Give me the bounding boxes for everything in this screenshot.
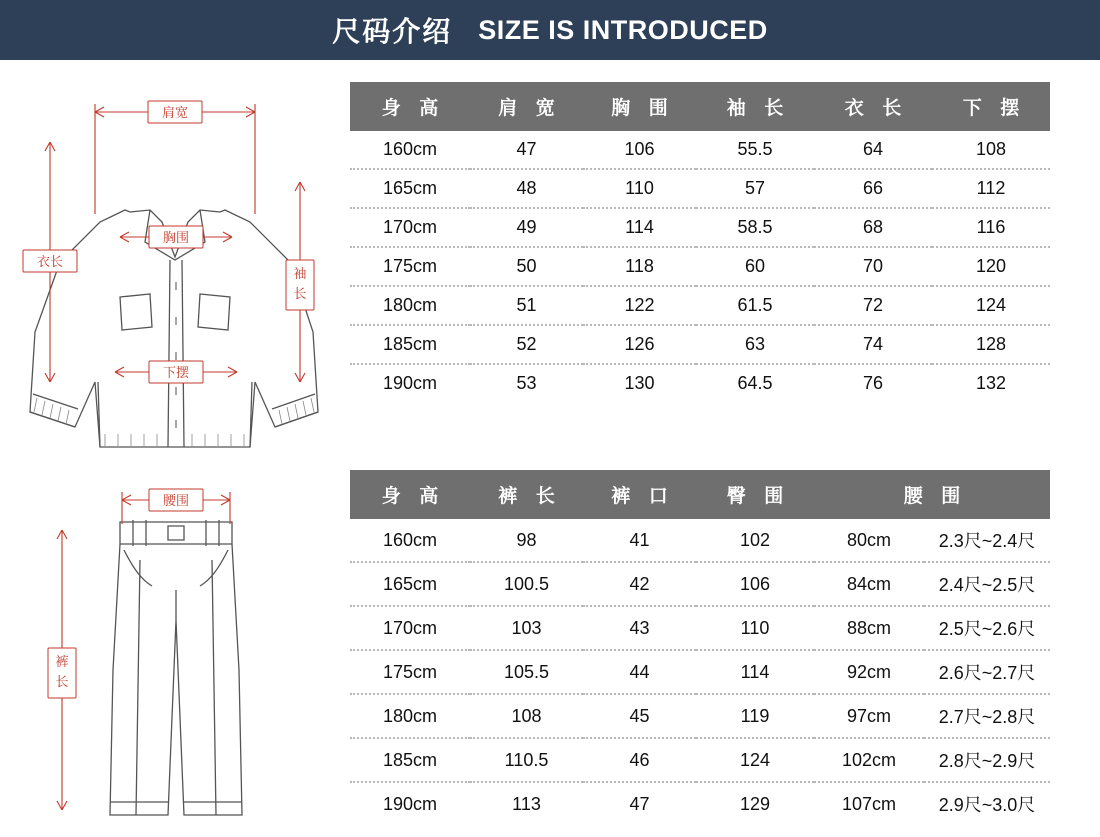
cell: 64 — [814, 131, 932, 169]
jacket-header-hem: 下 摆 — [932, 82, 1050, 131]
cell: 116 — [932, 208, 1050, 247]
cell: 105.5 — [470, 650, 583, 694]
cell: 128 — [932, 325, 1050, 364]
pants-label-length-text-2: 长 — [55, 675, 69, 690]
cell: 88cm — [814, 606, 924, 650]
cell: 84cm — [814, 562, 924, 606]
cell: 108 — [932, 131, 1050, 169]
cell: 43 — [583, 606, 696, 650]
cell: 51 — [470, 286, 583, 325]
pants-size-table — [350, 470, 1050, 825]
cell: 48 — [470, 169, 583, 208]
cell: 165cm — [350, 562, 470, 606]
jacket-label-chest — [149, 226, 203, 248]
jacket-header-length: 衣 长 — [814, 82, 932, 131]
cell: 2.4尺~2.5尺 — [924, 562, 1050, 606]
table-row — [350, 650, 1050, 694]
jacket-section — [0, 82, 1060, 452]
table-row — [350, 562, 1050, 606]
cell: 55.5 — [696, 131, 814, 169]
pants-label-waist — [149, 489, 203, 511]
cell: 2.3尺~2.4尺 — [924, 519, 1050, 562]
page-title-cn: 尺码介绍 — [332, 16, 453, 47]
page-header — [0, 0, 1100, 60]
cell: 72 — [814, 286, 932, 325]
jacket-header-chest: 胸 围 — [583, 82, 696, 131]
cell: 44 — [583, 650, 696, 694]
cell: 126 — [583, 325, 696, 364]
cell: 45 — [583, 694, 696, 738]
pants-header-waist: 腰 围 — [814, 470, 1050, 519]
cell: 46 — [583, 738, 696, 782]
cell: 66 — [814, 169, 932, 208]
cell: 132 — [932, 364, 1050, 402]
cell: 118 — [583, 247, 696, 286]
cell: 122 — [583, 286, 696, 325]
cell: 2.9尺~3.0尺 — [924, 782, 1050, 825]
cell: 61.5 — [696, 286, 814, 325]
pants-section — [0, 470, 1060, 830]
jacket-label-shoulder — [148, 101, 202, 123]
cell: 190cm — [350, 782, 470, 825]
jacket-diagram-svg — [0, 82, 350, 452]
cell: 49 — [470, 208, 583, 247]
cell: 41 — [583, 519, 696, 562]
table-row — [350, 519, 1050, 562]
cell: 107cm — [814, 782, 924, 825]
table-row — [350, 738, 1050, 782]
cell: 124 — [696, 738, 814, 782]
pants-label-waist-text: 腰围 — [162, 494, 190, 509]
cell: 63 — [696, 325, 814, 364]
cell: 170cm — [350, 208, 470, 247]
cell: 175cm — [350, 650, 470, 694]
cell: 170cm — [350, 606, 470, 650]
cell: 47 — [470, 131, 583, 169]
cell: 100.5 — [470, 562, 583, 606]
table-row — [350, 286, 1050, 325]
pants-size-table-wrap — [350, 470, 1060, 830]
jacket-label-length-text: 衣长 — [36, 255, 64, 270]
cell: 42 — [583, 562, 696, 606]
cell: 108 — [470, 694, 583, 738]
jacket-label-sleeve-text-1: 袖 — [293, 267, 307, 282]
jacket-header-sleeve: 袖 长 — [696, 82, 814, 131]
cell: 2.5尺~2.6尺 — [924, 606, 1050, 650]
cell: 185cm — [350, 325, 470, 364]
cell: 52 — [470, 325, 583, 364]
cell: 180cm — [350, 694, 470, 738]
cell: 98 — [470, 519, 583, 562]
jacket-label-hem-text: 下摆 — [162, 366, 190, 381]
jacket-label-sleeve — [286, 260, 314, 310]
pants-header-hip: 臀 围 — [696, 470, 814, 519]
cell: 47 — [583, 782, 696, 825]
jacket-label-length — [23, 250, 77, 272]
page-title-en: SIZE IS INTRODUCED — [478, 14, 768, 45]
table-row — [350, 208, 1050, 247]
cell: 103 — [470, 606, 583, 650]
jacket-header-shoulder: 肩 宽 — [470, 82, 583, 131]
pants-figure — [0, 470, 350, 830]
cell: 114 — [696, 650, 814, 694]
cell: 165cm — [350, 169, 470, 208]
cell: 110 — [696, 606, 814, 650]
cell: 76 — [814, 364, 932, 402]
cell: 57 — [696, 169, 814, 208]
cell: 64.5 — [696, 364, 814, 402]
jacket-label-hem — [149, 361, 203, 383]
cell: 2.8尺~2.9尺 — [924, 738, 1050, 782]
table-row — [350, 694, 1050, 738]
cell: 2.6尺~2.7尺 — [924, 650, 1050, 694]
cell: 129 — [696, 782, 814, 825]
jacket-label-chest-text: 胸围 — [162, 231, 190, 246]
table-row — [350, 364, 1050, 402]
pants-label-length — [48, 648, 76, 698]
cell: 113 — [470, 782, 583, 825]
cell: 106 — [583, 131, 696, 169]
cell: 175cm — [350, 247, 470, 286]
cell: 160cm — [350, 519, 470, 562]
cell: 106 — [696, 562, 814, 606]
jacket-label-shoulder-text: 肩宽 — [161, 106, 189, 121]
table-row — [350, 247, 1050, 286]
cell: 120 — [932, 247, 1050, 286]
cell: 110 — [583, 169, 696, 208]
pants-diagram-svg — [0, 470, 350, 830]
cell: 68 — [814, 208, 932, 247]
cell: 58.5 — [696, 208, 814, 247]
cell: 160cm — [350, 131, 470, 169]
cell: 2.7尺~2.8尺 — [924, 694, 1050, 738]
cell: 124 — [932, 286, 1050, 325]
cell: 185cm — [350, 738, 470, 782]
jacket-figure — [0, 82, 350, 452]
cell: 110.5 — [470, 738, 583, 782]
cell: 97cm — [814, 694, 924, 738]
table-row — [350, 325, 1050, 364]
cell: 102 — [696, 519, 814, 562]
cell: 114 — [583, 208, 696, 247]
jacket-size-table-wrap — [350, 82, 1060, 452]
pants-label-length-text-1: 裤 — [55, 655, 69, 670]
cell: 112 — [932, 169, 1050, 208]
cell: 190cm — [350, 364, 470, 402]
cell: 102cm — [814, 738, 924, 782]
cell: 180cm — [350, 286, 470, 325]
jacket-header-height: 身 高 — [350, 82, 470, 131]
jacket-size-table — [350, 82, 1050, 402]
cell: 130 — [583, 364, 696, 402]
cell: 60 — [696, 247, 814, 286]
pants-header-height: 身 高 — [350, 470, 470, 519]
table-row — [350, 782, 1050, 825]
cell: 53 — [470, 364, 583, 402]
cell: 80cm — [814, 519, 924, 562]
cell: 74 — [814, 325, 932, 364]
cell: 92cm — [814, 650, 924, 694]
jacket-table-header-row — [350, 82, 1050, 131]
cell: 50 — [470, 247, 583, 286]
pants-header-pants-length: 裤 长 — [470, 470, 583, 519]
jacket-label-sleeve-text-2: 长 — [293, 287, 307, 302]
page-content — [0, 60, 1100, 837]
table-row — [350, 131, 1050, 169]
cell: 119 — [696, 694, 814, 738]
table-row — [350, 169, 1050, 208]
pants-header-pants-opening: 裤 口 — [583, 470, 696, 519]
pants-table-header-row — [350, 470, 1050, 519]
cell: 70 — [814, 247, 932, 286]
table-row — [350, 606, 1050, 650]
